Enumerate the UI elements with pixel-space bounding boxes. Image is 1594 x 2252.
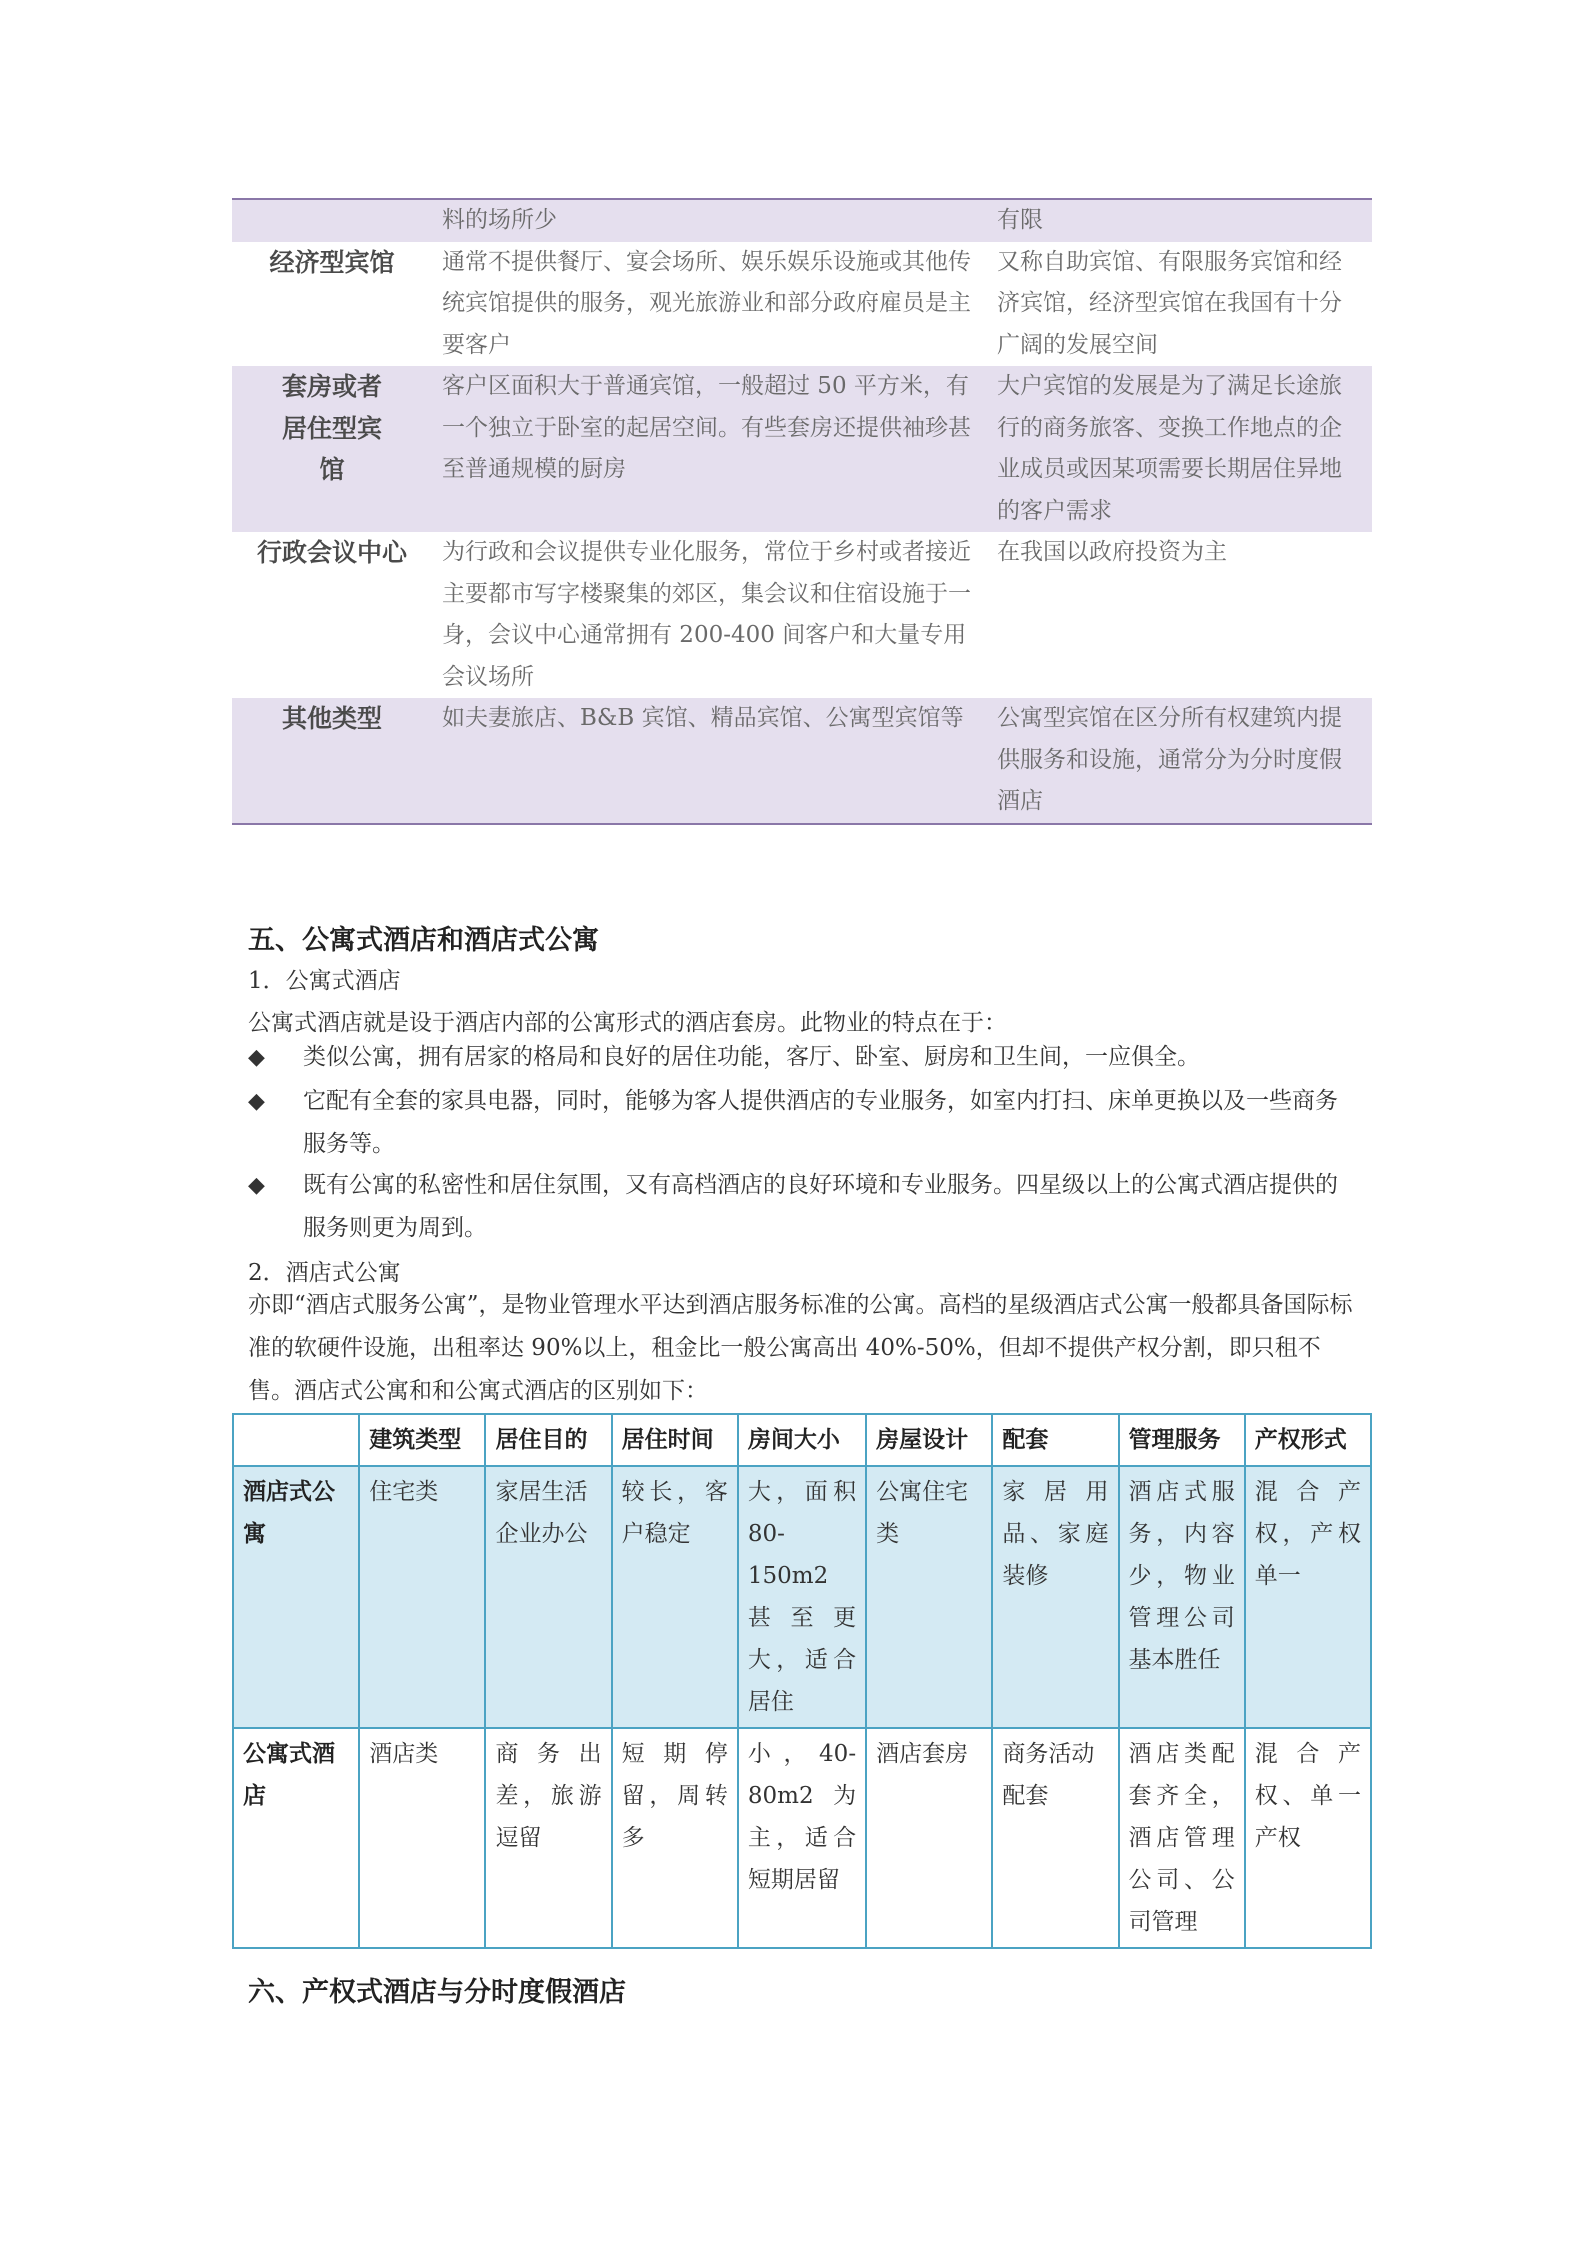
column-header: 房间大小 xyxy=(738,1414,866,1466)
hotel-type-notes: 公寓型宾馆在区分所有权建筑内提供服务和设施，通常分为分时度假酒店 xyxy=(987,698,1372,824)
column-header: 产权形式 xyxy=(1245,1414,1371,1466)
hotel-type-name: 经济型宾馆 xyxy=(269,247,395,277)
hotel-type-description: 为行政和会议提供专业化服务，常位于乡村或者接近主要都市写字楼聚集的郊区，集会议和住宿设施于一身，会议中心通常拥有 200-400 间客户和大量专用会议场所 xyxy=(442,539,971,690)
hotel-type-name: 套房或者居住型宾馆 xyxy=(232,366,432,532)
table-cell: 家居生活企业办公 xyxy=(485,1466,611,1728)
table-header-row xyxy=(233,1414,1371,1466)
bullet-item xyxy=(248,1164,1358,1250)
hotel-type-notes: 大户宾馆的发展是为了满足长途旅行的商务旅客、变换工作地点的企业成员或因某项需要长期居住异地的客户需求 xyxy=(987,366,1372,532)
hotel-type-notes: 又称自助宾馆、有限服务宾馆和经济宾馆，经济型宾馆在我国有十分广阔的发展空间 xyxy=(997,248,1342,358)
row-header: 公寓式酒店 xyxy=(233,1728,359,1948)
paragraph: 亦即“酒店式服务公寓”，是物业管理水平达到酒店服务标准的公寓。高档的星级酒店式公寓一般都具备国际标准的软硬件设施，出租率达 90%以上，租金比一般公寓高出 40%-50%，但却不提供产权分割，即只租不售。酒店式公寓和和公寓式酒店的区别如下： xyxy=(248,1292,1353,1404)
section-heading: 五、公寓式酒店和酒店式公寓 xyxy=(248,925,599,956)
hotel-type-description: 客户区面积大于普通宾馆，一般超过 50 平方米，有一个独立于卧室的起居空间。有些套房还提供袖珍甚至普通规模的厨房 xyxy=(432,366,987,532)
table-row xyxy=(232,242,1372,367)
bullet-text: 类似公寓，拥有居家的格局和良好的居住功能，客厅、卧室、厨房和卫生间，一应俱全。 xyxy=(303,1044,1200,1070)
bullet-text: 既有公寓的私密性和居住氛围，又有高档酒店的良好环境和专业服务。四星级以上的公寓式酒店提供的服务则更为周到。 xyxy=(303,1172,1338,1241)
column-header: 管理服务 xyxy=(1119,1414,1245,1466)
table-cell: 短期停留，周转多 xyxy=(612,1728,738,1948)
column-header: 建筑类型 xyxy=(359,1414,485,1466)
column-header: 房屋设计 xyxy=(866,1414,992,1466)
hotel-type-description: 如夫妻旅店、B&B 宾馆、精品宾馆、公寓型宾馆等 xyxy=(432,698,987,824)
hotel-types-table xyxy=(232,198,1372,825)
hotel-type-description: 料的场所少 xyxy=(432,199,987,242)
paragraph: 公寓式酒店就是设于酒店内部的公寓形式的酒店套房。此物业的特点在于： xyxy=(248,1010,1007,1036)
hotel-type-name: 行政会议中心 xyxy=(256,538,407,567)
diamond-bullet-icon: ◆ xyxy=(248,1173,265,1198)
row-header: 酒店式公寓 xyxy=(233,1466,359,1728)
diamond-bullet-icon: ◆ xyxy=(248,1045,265,1070)
hotel-type-description: 通常不提供餐厅、宴会场所、娱乐娱乐设施或其他传统宾馆提供的服务，观光旅游业和部分政府雇员是主要客户 xyxy=(442,248,971,358)
table-cell: 商务出差，旅游逗留 xyxy=(485,1728,611,1948)
hotel-type-notes: 在我国以政府投资为主 xyxy=(997,539,1227,565)
table-row xyxy=(232,532,1372,698)
hotel-type-notes: 有限 xyxy=(987,199,1372,242)
comparison-table xyxy=(232,1413,1372,1949)
table-cell: 混合产权，产权单一 xyxy=(1245,1466,1371,1728)
table-row xyxy=(232,698,1372,824)
table-cell: 住宅类 xyxy=(359,1466,485,1728)
table-cell: 商务活动配套 xyxy=(992,1728,1118,1948)
table-cell: 酒店式服务，内容少，物业管理公司基本胜任 xyxy=(1119,1466,1245,1728)
table-cell: 酒店套房 xyxy=(866,1728,992,1948)
table-cell: 酒店类 xyxy=(359,1728,485,1948)
hotel-type-name: 其他类型 xyxy=(232,698,432,824)
table-cell: 公寓住宅类 xyxy=(866,1466,992,1728)
table-row xyxy=(232,366,1372,532)
table-cell: 较长，客户稳定 xyxy=(612,1466,738,1728)
table-cell: 酒店类配套齐全，酒店管理公司、公司管理 xyxy=(1119,1728,1245,1948)
section-heading: 六、产权式酒店与分时度假酒店 xyxy=(248,1977,626,2008)
bullet-item xyxy=(248,1080,1358,1166)
bullet-text: 它配有全套的家具电器，同时，能够为客人提供酒店的专业服务，如室内打扫、床单更换以及一些商务服务等。 xyxy=(303,1088,1338,1157)
diamond-bullet-icon: ◆ xyxy=(248,1089,265,1114)
table-row xyxy=(233,1728,1371,1948)
table-cell: 大，面积 80-150m2 甚至更大，适合居住 xyxy=(738,1466,866,1728)
table-cell: 家居用品、家庭装修 xyxy=(992,1466,1118,1728)
subsection-title: 1．公寓式酒店 xyxy=(248,968,401,994)
column-header: 居住目的 xyxy=(485,1414,611,1466)
table-row xyxy=(232,199,1372,242)
table-cell: 混合产权、单一产权 xyxy=(1245,1728,1371,1948)
table-cell: 小，40-80m2 为主，适合短期居留 xyxy=(738,1728,866,1948)
column-header: 居住时间 xyxy=(612,1414,738,1466)
column-header: 配套 xyxy=(992,1414,1118,1466)
table-row xyxy=(233,1466,1371,1728)
column-header xyxy=(233,1414,359,1466)
hotel-type-name xyxy=(232,199,432,242)
bullet-item xyxy=(248,1036,1358,1079)
subsection-title: 2．酒店式公寓 xyxy=(248,1260,401,1286)
